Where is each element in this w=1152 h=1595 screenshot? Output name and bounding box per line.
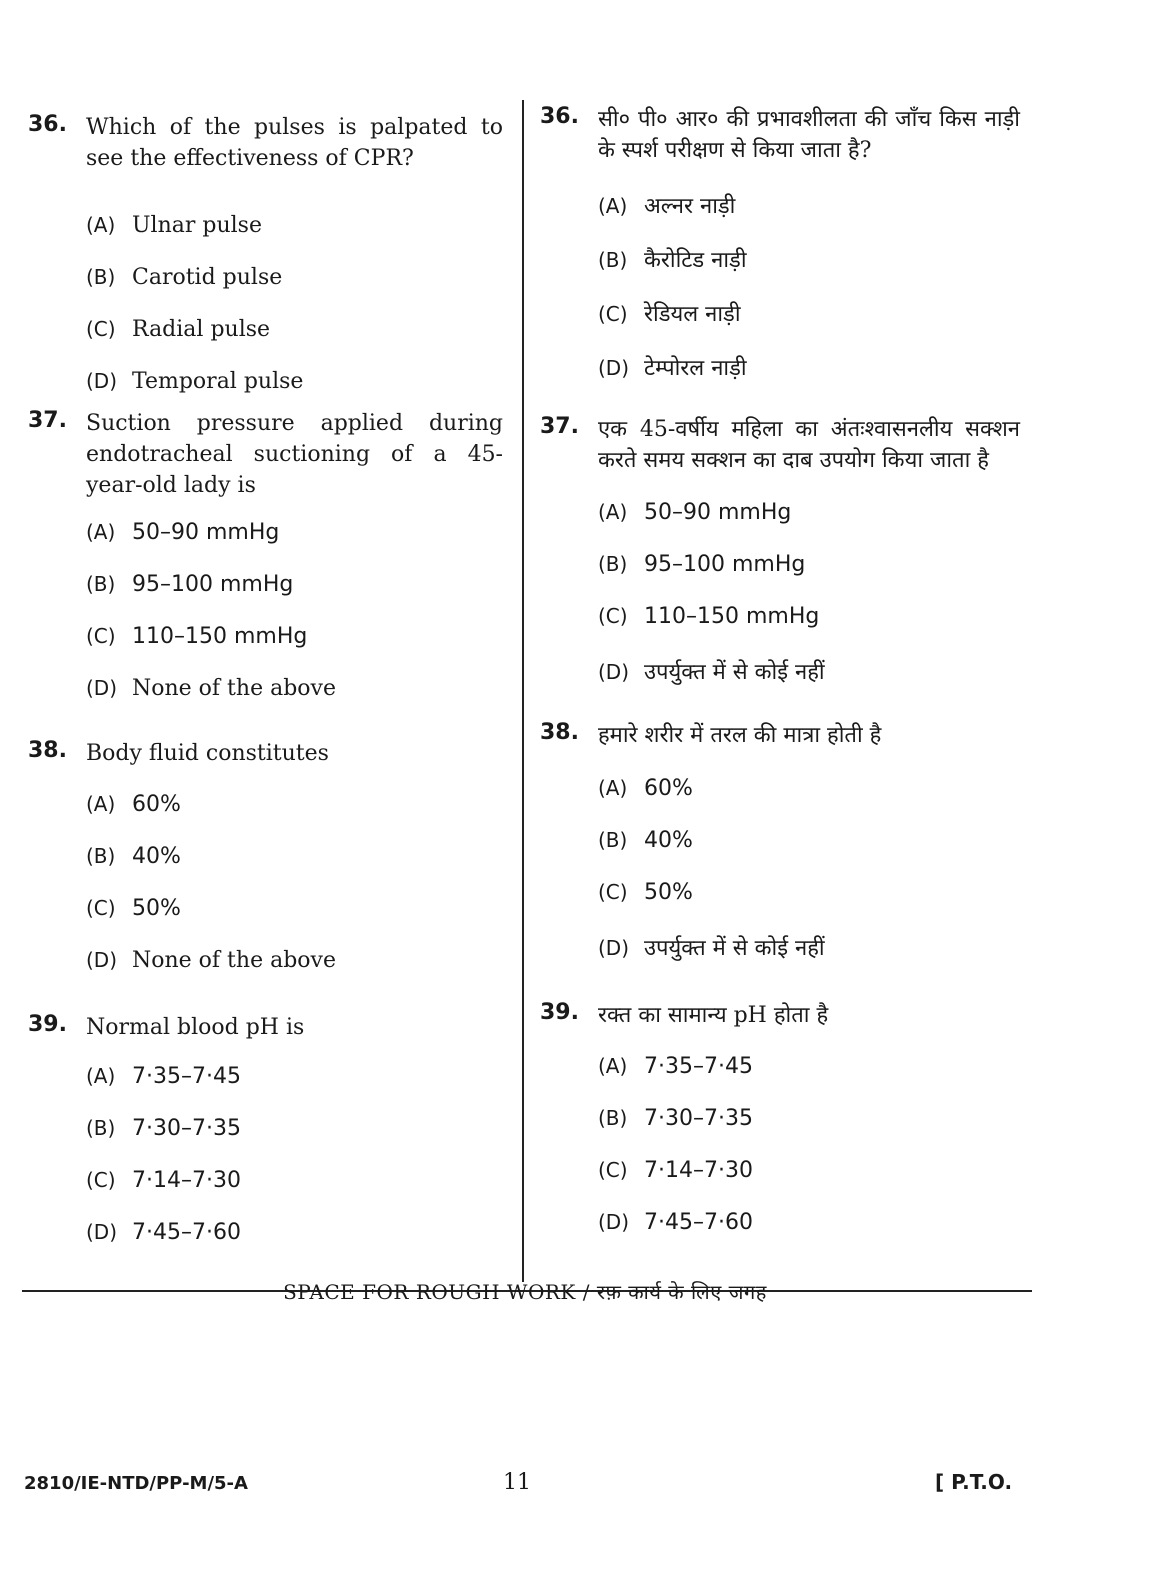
option-b: (B) Carotid pulse [86, 265, 283, 290]
option-a: (A) 7·35–7·45 [86, 1064, 241, 1089]
question-text: Suction pressure applied during endotracheal suctioning of a 45-year-old lady is [86, 411, 503, 498]
option-a: (A) 50–90 mmHg [86, 520, 280, 545]
question-number: 38. [540, 720, 579, 745]
question-text: सी० पी० आर० की प्रभावशीलता की जाँच किस नाड़ी के स्पर्श परीक्षण से किया जाता है? [598, 107, 1020, 163]
pto-label: [ P.T.O. [935, 1470, 1013, 1494]
rough-work-label: SPACE FOR ROUGH WORK / रफ़ कार्य के लिए जगह [283, 1280, 767, 1304]
question-text: एक 45-वर्षीय महिला का अंतःश्वासनलीय सक्शन करते समय सक्शन का दाब उपयोग किया जाता है [598, 417, 1020, 473]
option-d: (D) 7·45–7·60 [86, 1220, 241, 1245]
option-b: (B) 95–100 mmHg [86, 572, 294, 597]
option-a: (A) 7·35–7·45 [598, 1054, 753, 1079]
page-number: 11 [503, 1470, 531, 1495]
option-a: (A) 60% [598, 776, 693, 801]
option-b: (B) कैरोटिड नाड़ी [598, 248, 747, 273]
column-divider [522, 100, 524, 1282]
option-c: (C) रेडियल नाड़ी [598, 302, 741, 327]
paper-code: 2810/IE-NTD/PP-M/5-A [24, 1473, 248, 1494]
option-c: (C) 50% [86, 896, 181, 921]
option-b: (B) 7·30–7·35 [598, 1106, 753, 1131]
option-b: (B) 40% [598, 828, 693, 853]
option-d: (D) None of the above [86, 948, 336, 973]
question-text: हमारे शरीर में तरल की मात्रा होती है [598, 723, 882, 748]
question-number: 38. [28, 738, 67, 763]
question-number: 39. [540, 1000, 579, 1025]
option-a: (A) 60% [86, 792, 181, 817]
question-text: रक्त का सामान्य pH होता है [598, 1003, 829, 1028]
option-c: (C) 7·14–7·30 [86, 1168, 241, 1193]
option-b: (B) 95–100 mmHg [598, 552, 806, 577]
option-d: (D) टेम्पोरल नाड़ी [598, 356, 747, 381]
question-number: 36. [540, 104, 579, 129]
option-d: (D) Temporal pulse [86, 369, 304, 394]
question-number: 37. [28, 408, 67, 433]
question-text: Which of the pulses is palpated to see the effectiveness of CPR? [86, 115, 503, 171]
option-c: (C) 110–150 mmHg [86, 624, 308, 649]
option-d: (D) 7·45–7·60 [598, 1210, 753, 1235]
option-c: (C) 110–150 mmHg [598, 604, 820, 629]
question-text: Body fluid constitutes [86, 741, 329, 766]
option-b: (B) 40% [86, 844, 181, 869]
option-c: (C) Radial pulse [86, 317, 271, 342]
option-a: (A) Ulnar pulse [86, 213, 262, 238]
option-b: (B) 7·30–7·35 [86, 1116, 241, 1141]
option-d: (D) उपर्युक्त में से कोई नहीं [598, 660, 825, 685]
question-number: 39. [28, 1012, 67, 1037]
option-d: (D) उपर्युक्त में से कोई नहीं [598, 936, 825, 961]
option-d: (D) None of the above [86, 676, 336, 701]
question-number: 36. [28, 112, 67, 137]
option-a: (A) अल्नर नाड़ी [598, 194, 736, 219]
option-c: (C) 7·14–7·30 [598, 1158, 753, 1183]
question-text: Normal blood pH is [86, 1015, 305, 1040]
option-c: (C) 50% [598, 880, 693, 905]
option-a: (A) 50–90 mmHg [598, 500, 792, 525]
question-number: 37. [540, 414, 579, 439]
